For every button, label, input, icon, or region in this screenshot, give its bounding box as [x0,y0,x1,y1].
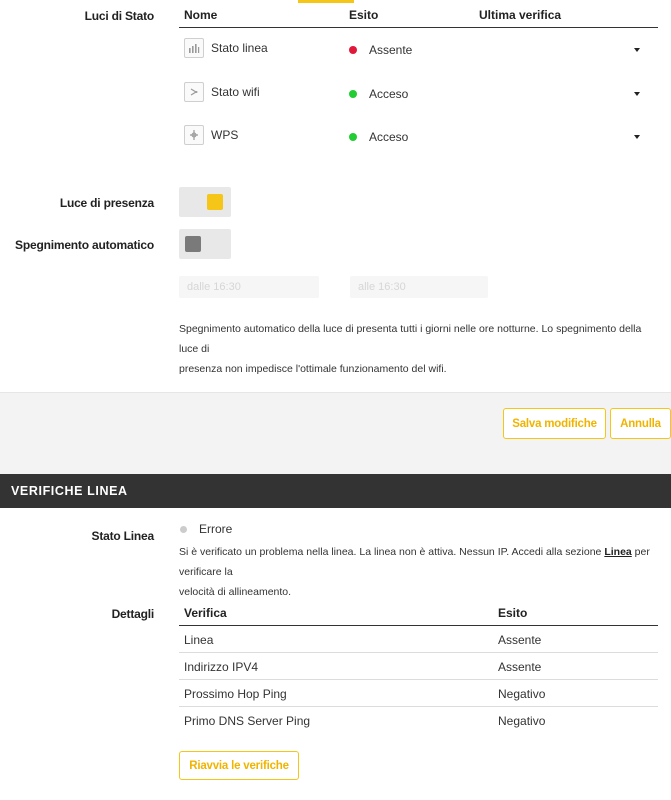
auto-off-label: Spegnimento automatico [15,238,154,252]
auto-off-from-placeholder: dalle 16:30 [187,281,241,293]
auto-off-to-placeholder: alle 16:30 [358,281,406,293]
wps-icon [184,125,204,145]
check-result: Assente [498,660,542,674]
line-status-value: Errore [199,522,233,536]
section-header-line-checks: VERIFICHE LINEA [0,474,671,508]
auto-off-toggle[interactable] [179,229,231,259]
table-row-divider [179,679,658,680]
details-header-divider [179,625,658,626]
status-dot-grey [180,526,187,533]
auto-off-note-line2: presenza non impedisce l'ottimale funzionamento del wifi. [179,363,447,375]
line-status-message [179,542,664,602]
status-dot-red [349,46,357,54]
presence-light-label: Luce di presenza [59,196,154,210]
column-header-result: Esito [349,8,379,22]
toggle-knob-off [185,236,201,252]
line-status-message-line2: velocità di allineamento. [179,586,292,598]
chevron-down-icon[interactable] [634,135,640,139]
auto-off-note [179,319,659,379]
status-dot-green [349,133,357,141]
column-header-check: Verifica [184,606,227,620]
chevron-down-icon[interactable] [634,92,640,96]
restart-checks-button[interactable]: Riavvia le verifiche [179,751,299,780]
toggle-knob-on [207,194,223,210]
auto-off-from-select[interactable] [179,276,319,298]
check-result: Assente [498,633,542,647]
column-header-name: Nome [184,8,218,22]
auto-off-to-select[interactable] [350,276,488,298]
status-light-row-line[interactable] [179,35,658,65]
line-section-link[interactable]: Linea [604,546,632,558]
presence-light-toggle[interactable] [179,187,231,217]
status-light-name: Stato linea [211,41,268,55]
column-header-last-check: Ultima verifica [479,8,562,22]
chevron-down-icon[interactable] [634,48,640,52]
check-name: Prossimo Hop Ping [184,687,287,701]
status-lights-header-divider [179,27,658,28]
check-result: Negativo [498,714,546,728]
status-lights-label: Luci di Stato [84,9,154,23]
check-result: Negativo [498,687,546,701]
check-name: Primo DNS Server Ping [184,714,311,728]
status-light-name: WPS [211,128,239,142]
status-light-result: Assente [369,43,413,57]
status-light-row-wifi[interactable] [179,79,658,109]
cancel-button[interactable]: Annulla [610,408,671,439]
status-light-result: Acceso [369,87,409,101]
check-name: Linea [184,633,214,647]
line-status-label: Stato Linea [91,529,154,543]
column-header-check-result: Esito [498,606,528,620]
check-name: Indirizzo IPV4 [184,660,259,674]
status-light-row-wps[interactable] [179,122,658,152]
table-row-divider [179,652,658,653]
bar-chart-icon [184,38,204,58]
message-text: Si è verificato un problema nella linea. La linea non è attiva. Nessun IP. Accedi alla sezione [179,546,605,558]
message-text: per verificare la [179,546,650,578]
status-dot-green [349,90,357,98]
line-status-message-line1 [179,542,664,582]
status-light-name: Stato wifi [211,85,260,99]
status-light-result: Acceso [369,130,409,144]
wifi-signal-icon [184,82,204,102]
table-row-divider [179,706,658,707]
details-label: Dettagli [111,607,154,621]
auto-off-note-line1: Spegnimento automatico della luce di presenta tutti i giorni nelle ore notturne. Lo spegnimento della luce di [179,323,642,355]
top-accent-bar [298,0,354,3]
save-button[interactable]: Salva modifiche [503,408,606,439]
